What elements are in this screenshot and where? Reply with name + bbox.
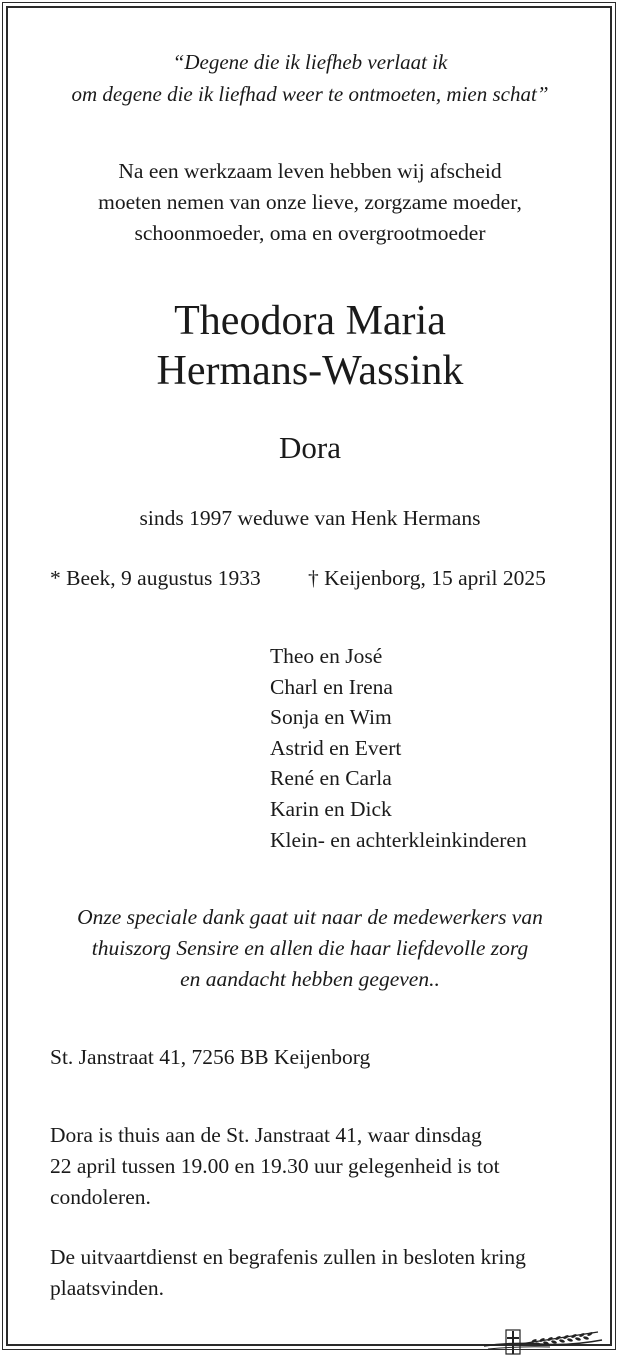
family-list <box>270 641 527 855</box>
deceased-name <box>0 296 620 396</box>
family-item: Theo en José <box>270 644 383 668</box>
thanks-line-3: en aandacht hebben gegeven.. <box>180 967 440 991</box>
family-item: Charl en Irena <box>270 674 393 699</box>
cross-wheat-emblem-icon <box>480 1326 610 1356</box>
family-item: Astrid en Evert <box>270 735 402 760</box>
family-item: Sonja en Wim <box>270 705 392 730</box>
funeral-text <box>50 1242 570 1304</box>
funeral-line-2: plaatsvinden. <box>50 1276 165 1300</box>
motto-line-1: “Degene die ik liefheb verlaat ik <box>172 50 448 74</box>
family-item: René en Carla <box>270 766 392 791</box>
motto-quote <box>0 46 620 110</box>
thanks-text <box>0 902 620 995</box>
condolence-text <box>50 1120 570 1213</box>
family-item: Karin en Dick <box>270 796 392 821</box>
intro-line-1: Na een werkzaam leven hebben wij afscheid <box>118 159 502 183</box>
condolence-line-2: 22 april tussen 19.00 en 19.30 uur gelegenheid is tot <box>50 1154 500 1178</box>
intro-text <box>0 156 620 249</box>
name-line-2: Hermans-Wassink <box>156 348 464 394</box>
family-item: Klein- en achterkleinkinderen <box>270 827 527 852</box>
thanks-line-1: Onze speciale dank gaat uit naar de medewerkers van <box>77 905 543 929</box>
condolence-line-1: Dora is thuis aan de St. Janstraat 41, waar dinsdag <box>50 1123 482 1147</box>
death-date: † Keijenborg, 15 april 2025 <box>308 566 546 590</box>
widow-text: sinds 1997 weduwe van Henk Hermans <box>139 506 481 530</box>
correspondence-address: St. Janstraat 41, 7256 BB Keijenborg <box>50 1045 371 1069</box>
name-line-1: Theodora Maria <box>174 298 446 344</box>
intro-line-2: moeten nemen van onze lieve, zorgzame moeder, <box>98 190 522 214</box>
thanks-line-2: thuiszorg Sensire en allen die haar liefdevolle zorg <box>91 936 529 960</box>
deceased-nickname: Dora <box>279 430 341 465</box>
intro-line-3: schoonmoeder, oma en overgrootmoeder <box>134 221 486 245</box>
funeral-line-1: De uitvaartdienst en begrafenis zullen in besloten kring <box>50 1245 526 1269</box>
birth-date: * Beek, 9 augustus 1933 <box>50 566 261 590</box>
motto-line-2: om degene die ik liefhad weer te ontmoeten, mien schat” <box>71 82 549 106</box>
condolence-line-3: condoleren. <box>50 1185 151 1209</box>
